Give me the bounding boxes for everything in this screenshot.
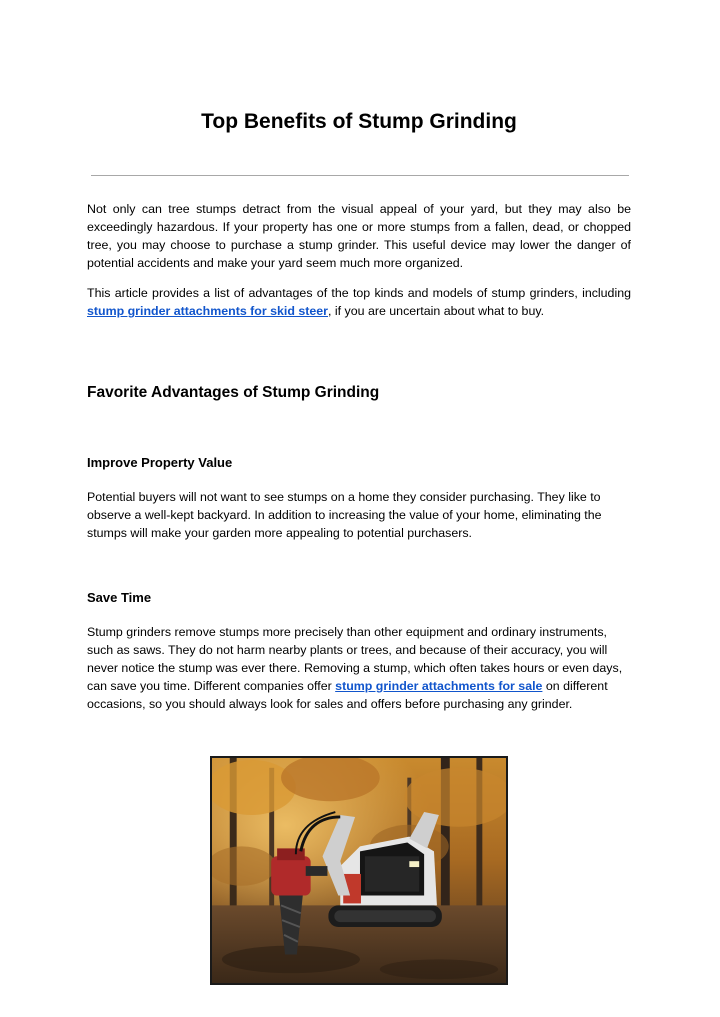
property-value-paragraph: Potential buyers will not want to see stumps on a home they consider purchasing. They like to observe a well-kept backyard. In addition to increasing the value of your home, eliminating the stumps will make your garden more appealing to potential purchasers.	[87, 490, 602, 540]
page-title: Top Benefits of Stump Grinding	[201, 110, 517, 133]
horizontal-divider	[91, 175, 629, 176]
article-overview-paragraph	[87, 284, 631, 320]
save-time-paragraph	[87, 623, 631, 713]
save-time-text-start: Stump grinders remove stumps more precisely than other equipment and ordinary instruments, such as saws. They do not harm nearby plants or trees, and because of their accuracy, you will never notice the stump was ever there. Removing a stump, which often takes hours or even days, can save you time. Different companies offer	[87, 625, 623, 693]
attachments-for-sale-link[interactable]: stump grinder attachments for sale	[335, 679, 543, 693]
section-heading: Favorite Advantages of Stump Grinding	[87, 384, 380, 401]
save-time-text-end: on different occasions, so you should always look for sales and offers before purchasing any grinder.	[87, 679, 608, 711]
skid-steer-illustration	[212, 758, 506, 983]
skid-steer-photo	[210, 756, 508, 985]
subheading-save-time: Save Time	[87, 590, 152, 605]
overview-text-start: This article provides a list of advantages of the top kinds and models of stump grinders, including	[87, 286, 631, 300]
subheading-property-value: Improve Property Value	[87, 455, 233, 470]
overview-text-end: , if you are uncertain about what to buy.	[328, 304, 545, 318]
skid-steer-attachments-link[interactable]: stump grinder attachments for skid steer	[87, 304, 328, 318]
intro-paragraph: Not only can tree stumps detract from the visual appeal of your yard, but they may also be exceedingly hazardous. If your property has one or more stumps from a fallen, dead, or chopped tree, you may choose to purchase a stump grinder. This useful device may lower the danger of potential accidents and make your yard seem much more organized.	[87, 202, 631, 270]
